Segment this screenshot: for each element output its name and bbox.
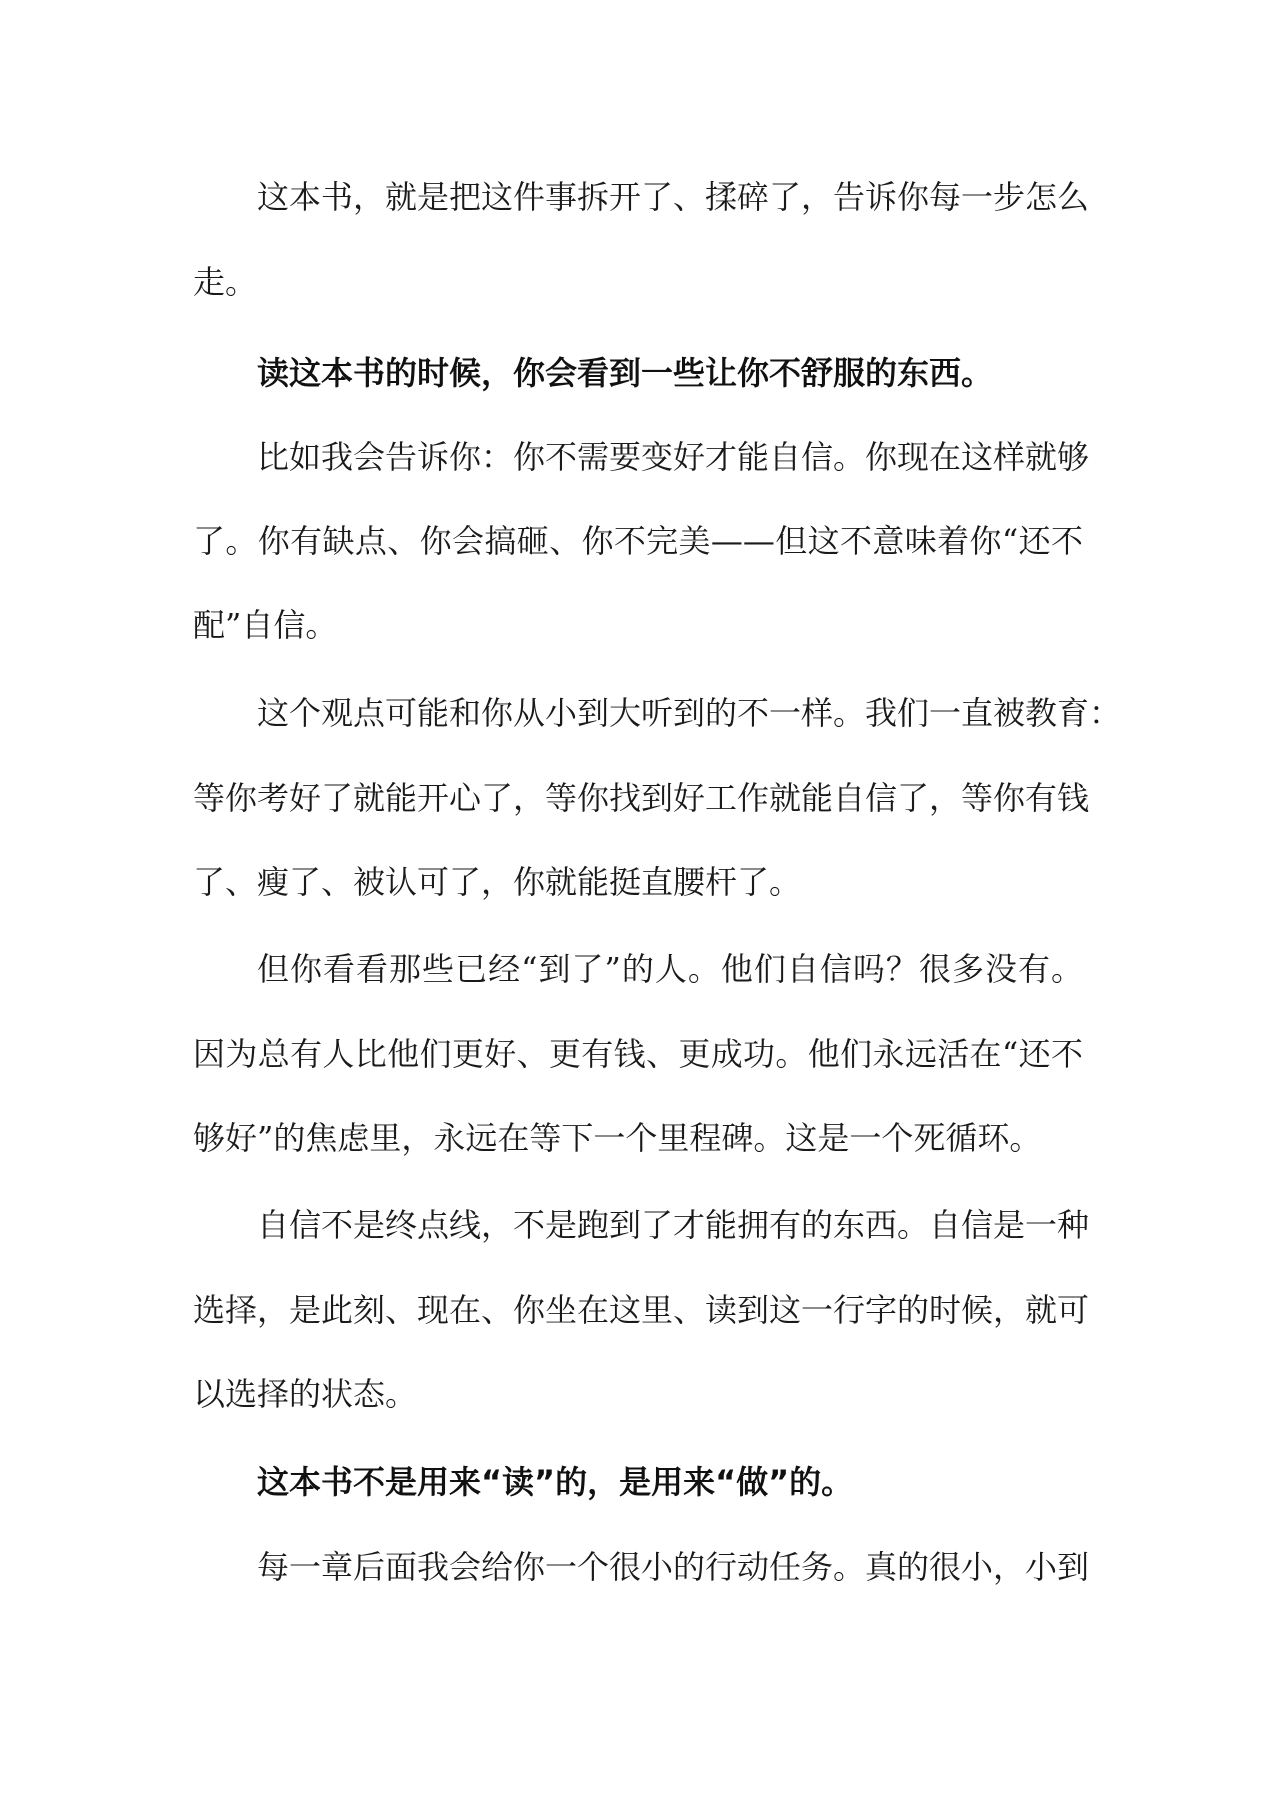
text-line: 这本书，就是把这件事拆开了、揉碎了，告诉你每一步怎么: [257, 178, 1090, 216]
text-line: 比如我会告诉你：你不需要变好才能自信。你现在这样就够: [257, 438, 1090, 476]
text-line: 但你看看那些已经“到了”的人。他们自信吗？很多没有。: [257, 950, 1083, 988]
text-line: 等你考好了就能开心了，等你找到好工作就能自信了，等你有钱: [193, 779, 1090, 817]
text-line: 走。: [193, 263, 258, 301]
text-line: 以选择的状态。: [193, 1375, 418, 1413]
bold-heading: 读这本书的时候，你会看到一些让你不舒服的东西。: [257, 354, 994, 392]
text-line: 因为总有人比他们更好、更有钱、更成功。他们永远活在“还不: [193, 1035, 1083, 1073]
text-line: 每一章后面我会给你一个很小的行动任务。真的很小，小到: [257, 1548, 1090, 1586]
text-line: 这个观点可能和你从小到大听到的不一样。我们一直被教育：: [257, 694, 1122, 732]
text-line: 选择，是此刻、现在、你坐在这里、读到这一行字的时候，就可: [193, 1291, 1090, 1329]
text-line: 了。你有缺点、你会搞砸、你不完美——但这不意味着你“还不: [193, 522, 1083, 560]
text-line: 够好”的焦虑里，永远在等下一个里程碑。这是一个死循环。: [193, 1119, 1042, 1157]
bold-heading: 这本书不是用来“读”的，是用来“做”的。: [257, 1463, 854, 1501]
text-line: 配”自信。: [193, 606, 338, 644]
text-line: 自信不是终点线，不是跑到了才能拥有的东西。自信是一种: [257, 1206, 1090, 1244]
text-line: 了、瘦了、被认可了，你就能挺直腰杆了。: [193, 863, 802, 901]
